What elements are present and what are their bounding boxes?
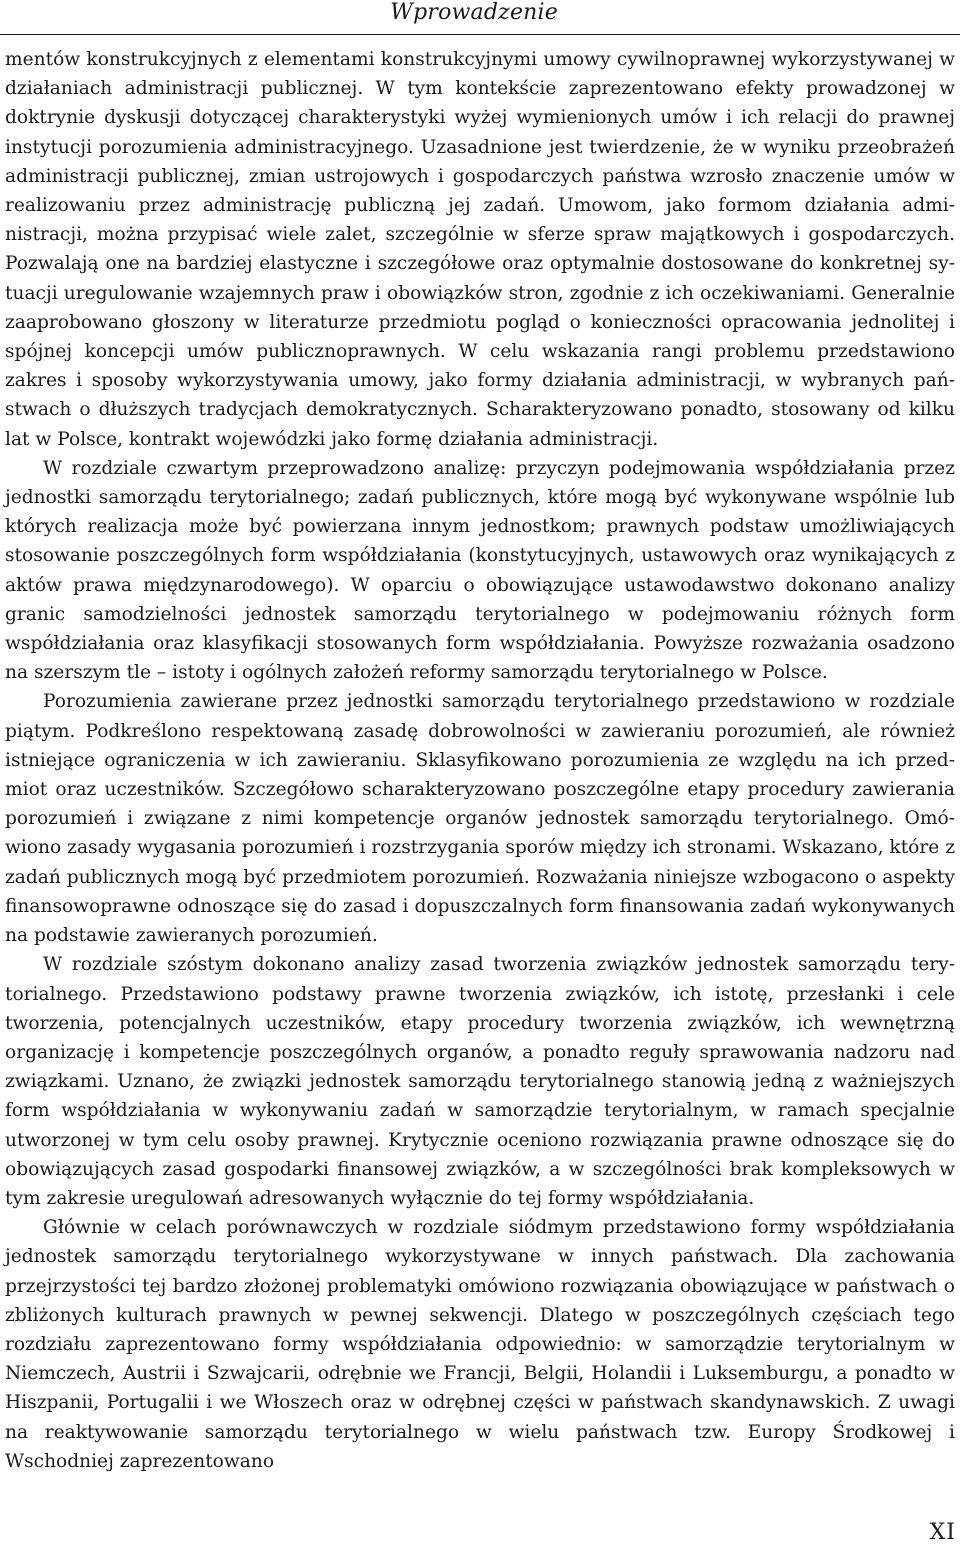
paragraph-chapter-five: Porozumienia zawierane przez jednostki samorządu terytorialnego przedstawiono w rozdziale piątym. Podkreślono respektowaną zasadę dobrowolności w zawieraniu porozumień, ale również istniejące ograniczenia w ich zawieraniu. Sklasyfikowano porozumienia ze względu na ich przedmiot oraz uczestników. Szczegółowo scharakteryzowano poszczególne etapy procedury zawierania porozumień i związane z nimi kompetencje organów jednostek samorządu terytorialnego. Omówiono zasady wygasania porozumień i rozstrzygania sporów między ich stronami. Wskazano, które z zadań publicznych mogą być przedmiotem porozumień. Rozważania niniejsze wzbogacono o aspekty finansowoprawne odnoszące się do zasad i dopuszczalnych form finansowania zadań wykonywanych na podstawie zawieranych porozumień.	[5, 691, 955, 947]
page-header	[0, 0, 960, 35]
page-number: XI	[929, 1520, 956, 1545]
body-text	[5, 45, 955, 1476]
running-title: Wprowadzenie	[390, 0, 558, 25]
paragraph-chapter-six: W rozdziale szóstym dokonano analizy zasad tworzenia związków jednostek samorządu terytorialnego. Przedstawiono podstawy prawne tworzenia związków, ich istotę, przesłanki i cele tworzenia, potencjalnych uczestników, etapy procedury tworzenia związków, ich wewnętrzną organizację i kompetencje poszczególnych organów, a ponadto reguły sprawowania nadzoru nad związkami. Uznano, że związki jednostek samorządu terytorialnego stanowią jedną z ważniejszych form współdziałania w wykonywaniu zadań w samorządzie terytorialnym, w ramach specjalnie utworzonej w tym celu osoby prawnej. Krytycznie oceniono rozwiązania prawne odnoszące się do obowiązujących zasad gospodarki finansowej związków, a w szczególności brak kompleksowych w tym zakresie uregulowań adresowanych wyłącznie do tej formy współdziałania.	[5, 954, 955, 1209]
paragraph-chapter-four: W rozdziale czwartym przeprowadzono analizę: przyczyn podejmowania współdziałania przez jednostki samorządu terytorialnego; zadań publicznych, które mogą być wykonywane wspólnie lub których realizacja może być powierzana innym jednostkom; prawnych podstaw umożliwiających stosowanie poszczególnych form współdziałania (konstytucyjnych, ustawowych oraz wynikających z aktów prawa międzynarodowego). W oparciu o obowiązujące ustawodawstwo dokonano analizy granic samodzielności jednostek samorządu terytorialnego w podejmowaniu różnych form współdziałania oraz klasyfikacji stosowanych form współdziałania. Powyższe rozważania osadzono na szerszym tle – istoty i ogólnych założeń reformy samorządu terytorialnego w Polsce.	[5, 457, 955, 684]
paragraph-continuation: mentów konstrukcyjnych z elementami konstrukcyjnymi umowy cywilnoprawnej wykorzystywanej w działaniach administracji publicznej. W tym kontekście zaprezentowano efekty prowadzonej w doktrynie dyskusji dotyczącej charakterystyki wyżej wymienionych umów i ich relacji do prawnej instytucji porozumienia administracyjnego. Uzasadnione jest twierdzenie, że w wyniku przeobrażeń administracji publicznej, zmian ustrojowych i gospodarczych państwa wzrosło znaczenie umów w realizowaniu przez administrację publiczną jej zadań. Umowom, jako formom działania administracji, można przypisać wiele zalet, szczególnie w sferze spraw majątkowych i gospodarczych. Pozwalają one na bardziej elastyczne i szczegółowe oraz optymalnie dostosowane do konkretnej sytuacji uregulowanie wzajemnych praw i obowiązków stron, zgodnie z ich oczekiwaniami. Generalnie zaaprobowano głoszony w literaturze przedmiotu pogląd o konieczności opracowania jednolitej i spójnej koncepcji umów publicznoprawnych. W celu wskazania rangi problemu przedstawiono zakres i sposoby wykorzystywania umowy, jako formy działania administracji, w wybranych państwach o dłuższych tradycjach demokratycznych. Scharakteryzowano ponadto, stosowany od kilku lat w Polsce, kontrakt wojewódzki jako formę działania administracji.	[5, 49, 955, 450]
paragraph-chapter-seven: Głównie w celach porównawczych w rozdziale siódmym przedstawiono formy współdziałania jednostek samorządu terytorialnego wykorzystywane w innych państwach. Dla zachowania przejrzystości tej bardzo złożonej problematyki omówiono rozwiązania obowiązujące w państwach o zbliżonych kulturach prawnych w pewnej sekwencji. Dlatego w poszczególnych częściach tego rozdziału zaprezentowano formy współdziałania odpowiednio: w samorządzie terytorialnym w Niemczech, Austrii i Szwajcarii, odrębnie we Francji, Belgii, Holandii i Luksemburgu, a ponadto w Hiszpanii, Portugalii i we Włoszech oraz w odrębnej części w państwach skandynawskich. Z uwagi na reaktywowanie samorządu terytorialnego w wielu państwach tzw. Europy Środkowej i Wschodniej zaprezentowano	[5, 1217, 955, 1472]
